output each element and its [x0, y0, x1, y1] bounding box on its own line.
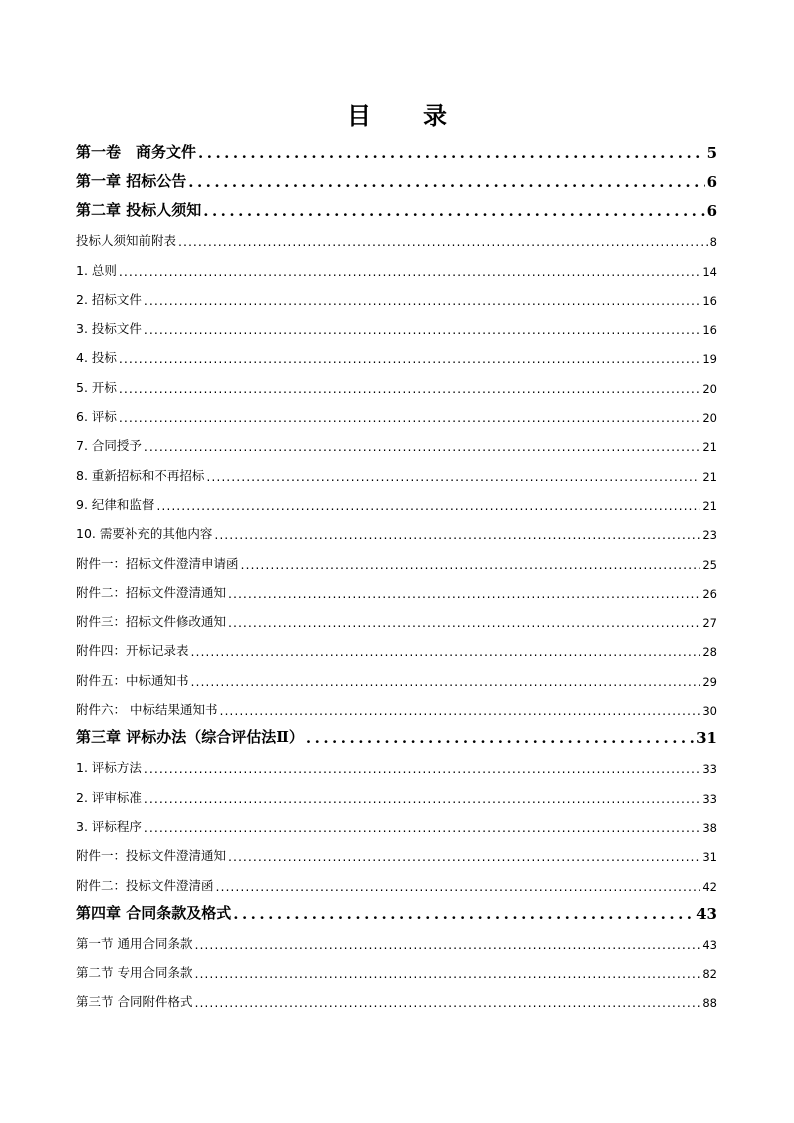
toc-section-entry[interactable] — [76, 542, 717, 571]
toc-leader-dots — [119, 264, 700, 279]
title-char-1: 目 — [347, 101, 371, 130]
toc-section-entry[interactable] — [76, 572, 717, 601]
toc-leader-dots — [144, 439, 700, 454]
toc-page-number: 88 — [702, 996, 717, 1011]
table-of-contents — [76, 134, 717, 1010]
toc-leader-dots — [178, 234, 708, 249]
toc-section-entry[interactable] — [76, 454, 717, 483]
toc-leader-dots — [188, 173, 704, 191]
toc-leader-dots — [206, 469, 700, 484]
toc-leader-dots — [198, 144, 705, 162]
toc-section-entry[interactable] — [76, 513, 717, 542]
toc-section-entry[interactable] — [76, 601, 717, 630]
toc-entry-label: 附件三：招标文件修改通知 — [76, 614, 227, 630]
toc-leader-dots — [144, 791, 700, 806]
toc-page-number: 43 — [702, 937, 717, 952]
toc-section-entry[interactable] — [76, 864, 717, 893]
toc-section-entry[interactable] — [76, 981, 717, 1010]
toc-leader-dots — [241, 557, 701, 572]
toc-entry-label: 10. 需要补充的其他内容 — [76, 526, 213, 542]
toc-leader-dots — [191, 644, 701, 659]
toc-leader-dots — [191, 674, 701, 689]
toc-leader-dots — [219, 703, 700, 718]
toc-section-entry[interactable] — [76, 337, 717, 366]
toc-leader-dots — [306, 729, 694, 747]
toc-entry-label: 附件六： 中标结果通知书 — [76, 702, 218, 718]
toc-entry-label: 附件二：招标文件澄清通知 — [76, 584, 227, 600]
toc-leader-dots — [144, 293, 700, 308]
toc-page-number: 20 — [702, 381, 717, 396]
toc-leader-dots — [214, 527, 700, 542]
toc-leader-dots — [144, 322, 700, 337]
toc-chapter-entry[interactable] — [76, 718, 717, 747]
toc-page-number: 8 — [709, 235, 717, 250]
toc-entry-label: 第三节 合同附件格式 — [76, 994, 193, 1010]
toc-entry-label: 8. 重新招标和不再招标 — [76, 467, 205, 483]
toc-page-number: 25 — [702, 557, 717, 572]
toc-page-number: 43 — [696, 904, 717, 923]
toc-page-number: 42 — [702, 879, 717, 894]
toc-entry-label: 1. 评标方法 — [76, 760, 142, 776]
toc-leader-dots — [194, 995, 700, 1010]
toc-leader-dots — [119, 351, 700, 366]
toc-page-number: 21 — [702, 469, 717, 484]
toc-page-number: 6 — [706, 173, 717, 191]
toc-entry-label: 第三章 评标办法（综合评估法Ⅱ） — [76, 728, 304, 747]
toc-chapter-entry[interactable] — [76, 134, 717, 162]
toc-leader-dots — [233, 905, 694, 923]
toc-page-number: 23 — [702, 528, 717, 543]
toc-page-number: 38 — [702, 820, 717, 835]
toc-leader-dots — [144, 761, 700, 776]
toc-page-number: 82 — [702, 967, 717, 982]
toc-page-number: 29 — [702, 674, 717, 689]
toc-page-number: 33 — [702, 762, 717, 777]
toc-entry-label: 附件一：投标文件澄清通知 — [76, 848, 227, 864]
toc-entry-label: 4. 投标 — [76, 350, 117, 366]
toc-entry-label: 2. 评审标准 — [76, 789, 142, 805]
toc-page-number: 31 — [696, 729, 717, 748]
toc-leader-dots — [228, 586, 700, 601]
toc-entry-label: 1. 总则 — [76, 262, 117, 278]
toc-page-number: 20 — [702, 411, 717, 426]
toc-section-entry[interactable] — [76, 659, 717, 688]
toc-section-entry[interactable] — [76, 630, 717, 659]
toc-section-entry[interactable] — [76, 220, 717, 249]
toc-section-entry[interactable] — [76, 308, 717, 337]
toc-leader-dots — [156, 498, 700, 513]
toc-entry-label: 第四章 合同条款及格式 — [76, 903, 232, 922]
toc-page-number: 27 — [702, 616, 717, 631]
toc-chapter-entry[interactable] — [76, 162, 717, 191]
toc-page-number: 30 — [702, 704, 717, 719]
toc-entry-label: 附件四：开标记录表 — [76, 643, 189, 659]
toc-chapter-entry[interactable] — [76, 894, 717, 923]
toc-chapter-entry[interactable] — [76, 191, 717, 220]
toc-page-number: 19 — [702, 352, 717, 367]
toc-page-number: 16 — [702, 323, 717, 338]
toc-page-number: 5 — [706, 144, 717, 162]
toc-entry-label: 第一节 通用合同条款 — [76, 935, 193, 951]
toc-entry-label: 9. 纪律和监督 — [76, 496, 155, 512]
toc-entry-label: 第一卷 商务文件 — [76, 143, 197, 161]
toc-entry-label: 5. 开标 — [76, 379, 117, 395]
toc-page-number: 26 — [702, 586, 717, 601]
toc-entry-label: 附件二：投标文件澄清函 — [76, 877, 214, 893]
toc-section-entry[interactable] — [76, 366, 717, 395]
toc-entry-label: 6. 评标 — [76, 409, 117, 425]
toc-entry-label: 第一章 招标公告 — [76, 172, 187, 190]
toc-entry-label: 第二节 专用合同条款 — [76, 965, 193, 981]
toc-section-entry[interactable] — [76, 396, 717, 425]
toc-leader-dots — [119, 410, 700, 425]
toc-section-entry[interactable] — [76, 689, 717, 718]
toc-entry-label: 3. 评标程序 — [76, 818, 142, 834]
toc-entry-label: 附件五：中标通知书 — [76, 672, 189, 688]
toc-leader-dots — [228, 615, 700, 630]
toc-section-entry[interactable] — [76, 806, 717, 835]
toc-entry-label: 7. 合同授予 — [76, 438, 142, 454]
toc-page-number: 21 — [702, 440, 717, 455]
toc-section-entry[interactable] — [76, 835, 717, 864]
toc-entry-label: 2. 招标文件 — [76, 291, 142, 307]
page-title — [0, 96, 794, 131]
toc-page-number: 21 — [702, 498, 717, 513]
toc-section-entry[interactable] — [76, 425, 717, 454]
toc-entry-label: 投标人须知前附表 — [76, 233, 177, 249]
toc-entry-label: 附件一：招标文件澄清申请函 — [76, 555, 239, 571]
toc-leader-dots — [228, 849, 700, 864]
toc-leader-dots — [203, 202, 704, 220]
toc-page-number: 33 — [702, 791, 717, 806]
toc-leader-dots — [216, 879, 701, 894]
toc-section-entry[interactable] — [76, 279, 717, 308]
toc-entry-label: 第二章 投标人须知 — [76, 201, 202, 219]
toc-section-entry[interactable] — [76, 484, 717, 513]
toc-section-entry[interactable] — [76, 952, 717, 981]
toc-section-entry[interactable] — [76, 249, 717, 278]
toc-page-number: 28 — [702, 645, 717, 660]
toc-leader-dots — [119, 381, 700, 396]
toc-page-number: 6 — [706, 202, 717, 220]
toc-entry-label: 3. 投标文件 — [76, 321, 142, 337]
toc-leader-dots — [194, 937, 700, 952]
toc-section-entry[interactable] — [76, 923, 717, 952]
toc-section-entry[interactable] — [76, 747, 717, 776]
toc-section-entry[interactable] — [76, 776, 717, 805]
toc-leader-dots — [144, 820, 700, 835]
toc-page-number: 16 — [702, 293, 717, 308]
title-char-2: 录 — [423, 101, 447, 130]
toc-leader-dots — [194, 966, 700, 981]
toc-page-number: 14 — [702, 264, 717, 279]
toc-page-number: 31 — [702, 850, 717, 865]
